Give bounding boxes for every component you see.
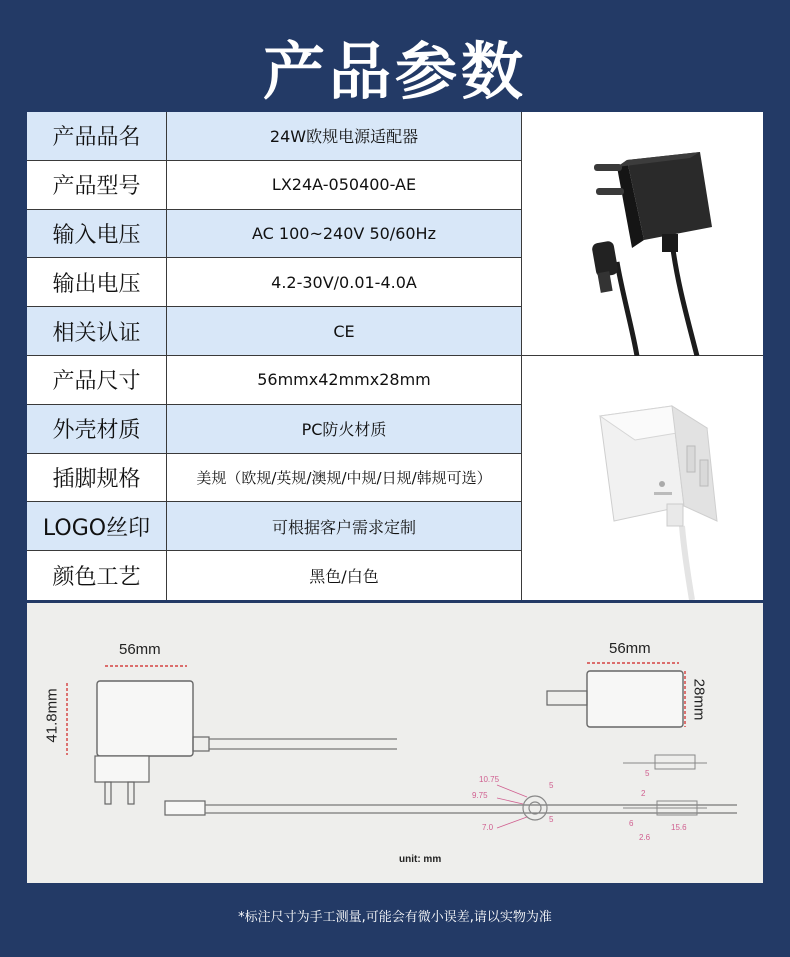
spec-value: 黑色/白色 [167, 551, 522, 600]
spec-label: 输入电压 [27, 210, 167, 258]
spec-value: 56mmx42mmx28mm [167, 356, 522, 404]
spec-row [27, 112, 522, 161]
dim-depth-right: 28mm [690, 678, 708, 721]
spec-value: CE [167, 307, 522, 355]
spec-label: 产品型号 [27, 161, 167, 209]
spec-value: 可根据客户需求定制 [167, 502, 522, 550]
spec-row [27, 454, 522, 503]
connector-dim: 10.75 [479, 775, 500, 784]
spec-label: 相关认证 [27, 307, 167, 355]
black-adapter-image [522, 112, 763, 356]
spec-row [27, 356, 522, 405]
connector-dim: 7.0 [482, 823, 494, 832]
connector-dim: 5 [549, 781, 554, 790]
spec-row [27, 551, 522, 600]
spec-value: 24W欧规电源适配器 [167, 112, 522, 160]
dim-height-left: 41.8mm [43, 688, 61, 743]
white-adapter-illustration [522, 356, 763, 600]
spec-label: 插脚规格 [27, 454, 167, 502]
dim-width-right: 56mm [609, 640, 651, 657]
spec-value: PC防火材质 [167, 405, 522, 453]
spec-value: 4.2-30V/0.01-4.0A [167, 258, 522, 306]
spec-row [27, 405, 522, 454]
spec-label: 颜色工艺 [27, 551, 167, 600]
spec-label: 输出电压 [27, 258, 167, 306]
spec-label: 产品品名 [27, 112, 167, 160]
unit-label: unit: mm [399, 854, 442, 865]
white-adapter-image [522, 356, 763, 600]
plug-dim: 15.6 [671, 823, 687, 832]
plug-dim: 2 [641, 789, 646, 798]
connector-dim: 9.75 [472, 791, 488, 800]
plug-dim: 2.6 [639, 833, 651, 842]
spec-label: 外壳材质 [27, 405, 167, 453]
spec-rows [27, 112, 522, 600]
plug-dim: 5 [645, 769, 650, 778]
spec-row [27, 307, 522, 356]
spec-value: LX24A-050400-AE [167, 161, 522, 209]
spec-row [27, 161, 522, 210]
spec-value: AC 100~240V 50/60Hz [167, 210, 522, 258]
spec-row [27, 502, 522, 551]
footnote: *标注尺寸为手工测量,可能会有微小误差,请以实物为准 [238, 910, 552, 925]
plug-dim: 6 [629, 819, 634, 828]
spec-label: 产品尺寸 [27, 356, 167, 404]
connector-dim: 5 [549, 815, 554, 824]
spec-row [27, 258, 522, 307]
spec-label: LOGO丝印 [27, 502, 167, 550]
black-adapter-illustration [522, 112, 763, 356]
dim-width-left: 56mm [119, 641, 161, 658]
spec-row [27, 210, 522, 259]
spec-value: 美规（欧规/英规/澳规/中规/日规/韩规可选） [167, 454, 522, 502]
spec-table [27, 112, 763, 600]
dimension-drawing [27, 603, 763, 883]
page-title: 产品参数 [262, 35, 527, 108]
